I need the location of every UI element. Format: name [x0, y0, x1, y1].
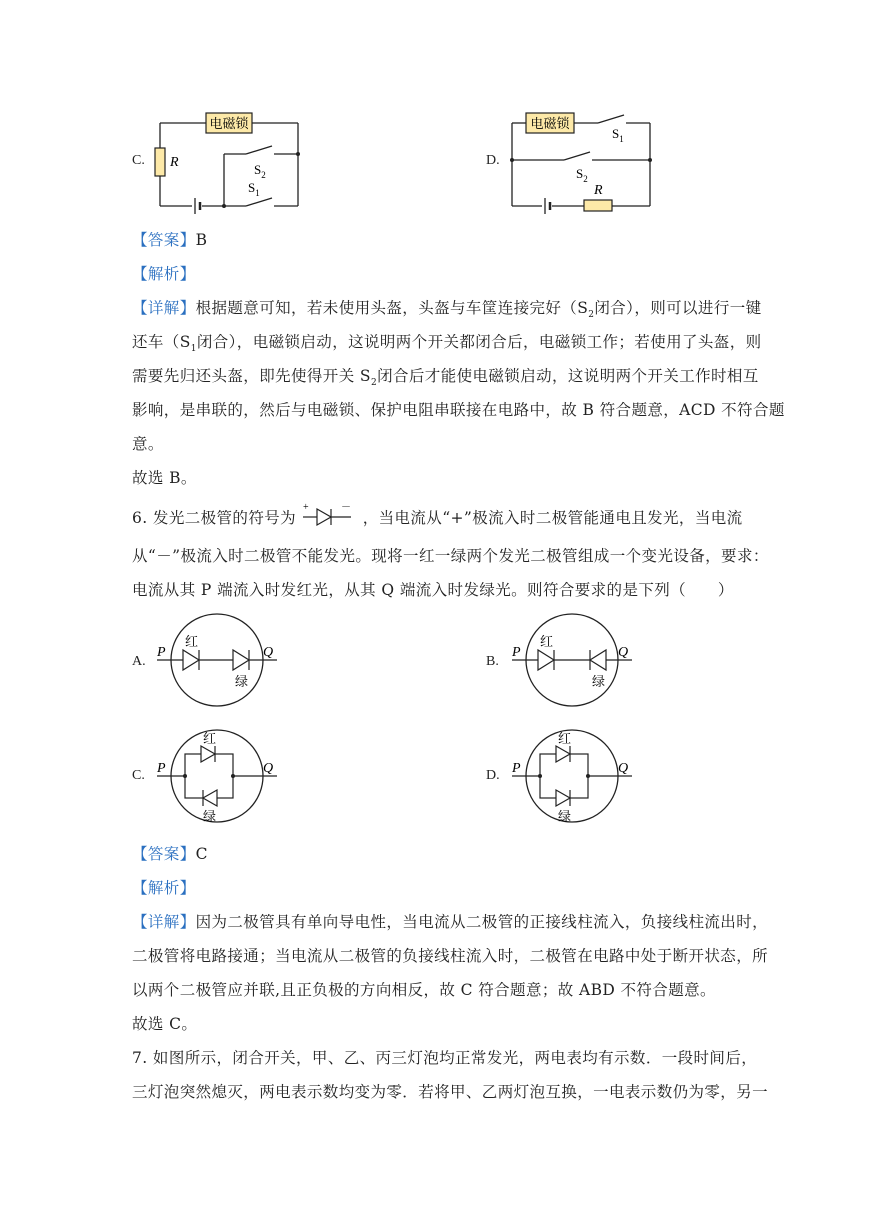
- red-led-label: 红: [540, 635, 554, 650]
- q-terminal-label: Q: [263, 645, 274, 660]
- q6-stem-line-2: 从“－”极流入时二极管不能发光。现将一红一绿两个发光二极管组成一个变光设备，要求：: [132, 547, 769, 565]
- resistor-label: R: [170, 155, 179, 170]
- p-terminal-label: P: [512, 761, 521, 776]
- led-diagram-d: [510, 728, 640, 828]
- led-symbol-icon: [301, 503, 357, 527]
- option-d-label: D.: [486, 768, 500, 783]
- q5-detail-line-1: 【详解】根据题意可知，若未使用头盔，头盔与车筐连接完好（$S_2$闭合），则可以进行一键: [132, 299, 762, 321]
- option-a-label: A.: [132, 654, 146, 669]
- switch-s2-label: $S_2$: [576, 166, 588, 184]
- q5-conclusion: 故选 B。: [132, 469, 197, 487]
- green-led-label: 绿: [235, 675, 249, 690]
- q-terminal-label: Q: [618, 645, 629, 660]
- green-led-label: 绿: [558, 810, 572, 825]
- q5-answer: 【答案】B: [132, 231, 208, 249]
- q6-conclusion: 故选 C。: [132, 1015, 198, 1033]
- circuit-diagram-c: [150, 108, 310, 218]
- q6-analysis-tag: 【解析】: [132, 879, 196, 897]
- red-led-label: 红: [558, 732, 572, 747]
- svg-text:－: －: [341, 502, 352, 513]
- q-terminal-label: Q: [618, 761, 629, 776]
- option-d-label: D.: [486, 153, 500, 168]
- option-c-label: C.: [132, 153, 145, 168]
- switch-s1-label: $S_1$: [612, 126, 624, 144]
- q5-detail-line-3: 需要先归还头盔，即先使得开关 $S_2$闭合后才能使电磁锁启动，这说明两个开关工作时相互: [132, 367, 759, 389]
- q6-detail-line-2: 二极管将电路接通；当电流从二极管的负接线柱流入时，二极管在电路中处于断开状态，所: [132, 947, 769, 965]
- q5-detail-line-2: 还车（$S_1$闭合），电磁锁启动，这说明两个开关都闭合后，电磁锁工作；若使用了头盔，则: [132, 333, 762, 355]
- p-terminal-label: P: [512, 645, 521, 660]
- led-diagram-b: [510, 612, 640, 712]
- q6-answer: 【答案】C: [132, 845, 208, 863]
- q6-stem-line-3: 电流从其 P 端流入时发红光，从其 Q 端流入时发绿光。则符合要求的是下列（ ）: [132, 581, 734, 599]
- q7-stem-line-2: 三灯泡突然熄灭，两电表示数均变为零．若将甲、乙两灯泡互换，一电表示数仍为零，另一: [132, 1083, 769, 1101]
- q-terminal-label: Q: [263, 761, 274, 776]
- red-led-label: 红: [185, 635, 199, 650]
- lock-label: 电磁锁: [530, 117, 570, 132]
- switch-s1-label: $S_1$: [248, 180, 260, 198]
- q5-detail-line-4: 影响，是串联的，然后与电磁锁、保护电阻串联接在电路中，故 B 符合题意，ACD 不符合题: [132, 401, 785, 419]
- p-terminal-label: P: [157, 761, 166, 776]
- green-led-label: 绿: [203, 810, 217, 825]
- switch-s2-label: $S_2$: [254, 162, 266, 180]
- q7-stem-line-1: 7. 如图所示，闭合开关，甲、乙、丙三灯泡均正常发光，两电表均有示数．一段时间后，: [132, 1049, 758, 1067]
- q5-analysis-tag: 【解析】: [132, 265, 196, 283]
- p-terminal-label: P: [157, 645, 166, 660]
- svg-text:+: +: [303, 502, 310, 513]
- led-diagram-a: [155, 612, 285, 712]
- lock-label: 电磁锁: [209, 117, 249, 132]
- q6-stem-line-1: 6. 发光二极管的符号为 + － ，当电流从“+”极流入时二极管能通电且发光，当电流: [132, 502, 743, 527]
- q6-detail-line-3: 以两个二极管应并联,且正负极的方向相反，故 C 符合题意；故 ABD 不符合题意。: [132, 981, 716, 999]
- red-led-label: 红: [203, 732, 217, 747]
- led-diagram-c: [155, 728, 285, 828]
- resistor-label: R: [594, 183, 603, 198]
- q6-detail-line-1: 【详解】因为二极管具有单向导电性，当电流从二极管的正接线柱流入，负接线柱流出时，: [132, 913, 769, 931]
- option-b-label: B.: [486, 654, 499, 669]
- circuit-diagram-d: [502, 108, 662, 218]
- q5-detail-line-5: 意。: [132, 435, 164, 453]
- option-c-label: C.: [132, 768, 145, 783]
- green-led-label: 绿: [592, 675, 606, 690]
